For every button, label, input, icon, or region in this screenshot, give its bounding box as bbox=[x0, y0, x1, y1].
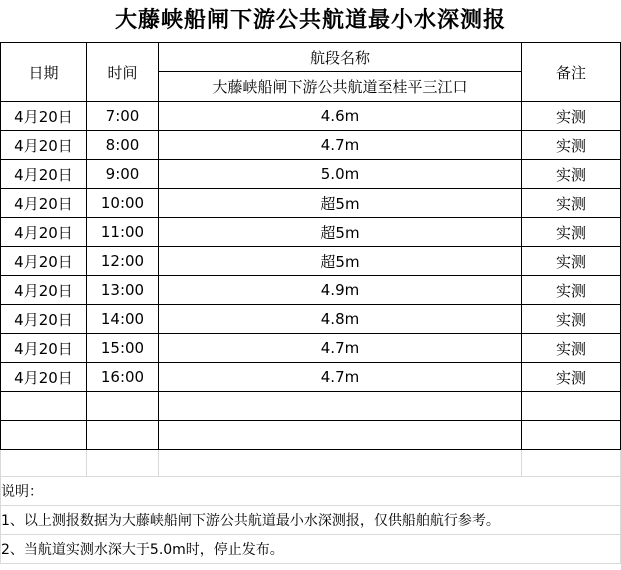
remark-cell: 实测 bbox=[522, 160, 621, 189]
note-row bbox=[1, 535, 621, 564]
time-cell: 14:00 bbox=[87, 305, 159, 334]
empty-row bbox=[1, 392, 621, 421]
header-section-label: 航段名称 bbox=[159, 43, 522, 72]
table-row bbox=[1, 334, 621, 363]
depth-cell: 4.6m bbox=[159, 102, 522, 131]
depth-cell: 超5m bbox=[159, 218, 522, 247]
remark-cell: 实测 bbox=[522, 276, 621, 305]
header-row-top bbox=[1, 43, 621, 72]
note-item: 2、当航道实测水深大于5.0m时，停止发布。 bbox=[1, 535, 621, 564]
empty-cell bbox=[159, 392, 522, 421]
table-row bbox=[1, 102, 621, 131]
empty-cell bbox=[1, 421, 87, 450]
spacer-cell bbox=[159, 450, 522, 477]
table-row bbox=[1, 160, 621, 189]
date-cell: 4月20日 bbox=[1, 131, 87, 160]
empty-cell bbox=[159, 421, 522, 450]
notes-heading: 说明： bbox=[1, 477, 621, 506]
date-cell: 4月20日 bbox=[1, 102, 87, 131]
remark-cell: 实测 bbox=[522, 102, 621, 131]
date-cell: 4月20日 bbox=[1, 276, 87, 305]
remark-cell: 实测 bbox=[522, 334, 621, 363]
time-cell: 11:00 bbox=[87, 218, 159, 247]
header-section-name: 大藤峡船闸下游公共航道至桂平三江口 bbox=[159, 72, 522, 102]
date-cell: 4月20日 bbox=[1, 305, 87, 334]
time-cell: 15:00 bbox=[87, 334, 159, 363]
date-cell: 4月20日 bbox=[1, 160, 87, 189]
time-cell: 7:00 bbox=[87, 102, 159, 131]
remark-cell: 实测 bbox=[522, 247, 621, 276]
depth-cell: 4.7m bbox=[159, 131, 522, 160]
table-row bbox=[1, 131, 621, 160]
time-cell: 10:00 bbox=[87, 189, 159, 218]
depth-report-table bbox=[0, 42, 621, 564]
empty-row bbox=[1, 421, 621, 450]
spacer-cell bbox=[1, 450, 87, 477]
header-date: 日期 bbox=[1, 43, 87, 102]
time-cell: 8:00 bbox=[87, 131, 159, 160]
date-cell: 4月20日 bbox=[1, 218, 87, 247]
table-row bbox=[1, 189, 621, 218]
time-cell: 16:00 bbox=[87, 363, 159, 392]
header-remark: 备注 bbox=[522, 43, 621, 102]
date-cell: 4月20日 bbox=[1, 363, 87, 392]
remark-cell: 实测 bbox=[522, 131, 621, 160]
empty-cell bbox=[87, 421, 159, 450]
date-cell: 4月20日 bbox=[1, 189, 87, 218]
remark-cell: 实测 bbox=[522, 363, 621, 392]
date-cell: 4月20日 bbox=[1, 247, 87, 276]
table-row bbox=[1, 276, 621, 305]
remark-cell: 实测 bbox=[522, 305, 621, 334]
depth-cell: 5.0m bbox=[159, 160, 522, 189]
note-item: 1、以上测报数据为大藤峡船闸下游公共航道最小水深测报，仅供船舶航行参考。 bbox=[1, 506, 621, 535]
empty-cell bbox=[87, 392, 159, 421]
empty-cell bbox=[522, 392, 621, 421]
depth-cell: 4.7m bbox=[159, 363, 522, 392]
spacer-cell bbox=[87, 450, 159, 477]
table-row bbox=[1, 305, 621, 334]
remark-cell: 实测 bbox=[522, 218, 621, 247]
date-cell: 4月20日 bbox=[1, 334, 87, 363]
depth-cell: 4.9m bbox=[159, 276, 522, 305]
table-row bbox=[1, 363, 621, 392]
empty-cell bbox=[522, 421, 621, 450]
note-row bbox=[1, 506, 621, 535]
report-title: 大藤峡船闸下游公共航道最小水深测报 bbox=[114, 8, 506, 33]
time-cell: 13:00 bbox=[87, 276, 159, 305]
header-time: 时间 bbox=[87, 43, 159, 102]
spacer-cell bbox=[522, 450, 621, 477]
empty-cell bbox=[1, 392, 87, 421]
table-row bbox=[1, 218, 621, 247]
depth-cell: 超5m bbox=[159, 247, 522, 276]
depth-cell: 4.8m bbox=[159, 305, 522, 334]
time-cell: 12:00 bbox=[87, 247, 159, 276]
notes-heading-row bbox=[1, 477, 621, 506]
depth-cell: 4.7m bbox=[159, 334, 522, 363]
spacer-row bbox=[1, 450, 621, 477]
time-cell: 9:00 bbox=[87, 160, 159, 189]
remark-cell: 实测 bbox=[522, 189, 621, 218]
depth-cell: 超5m bbox=[159, 189, 522, 218]
table-row bbox=[1, 247, 621, 276]
